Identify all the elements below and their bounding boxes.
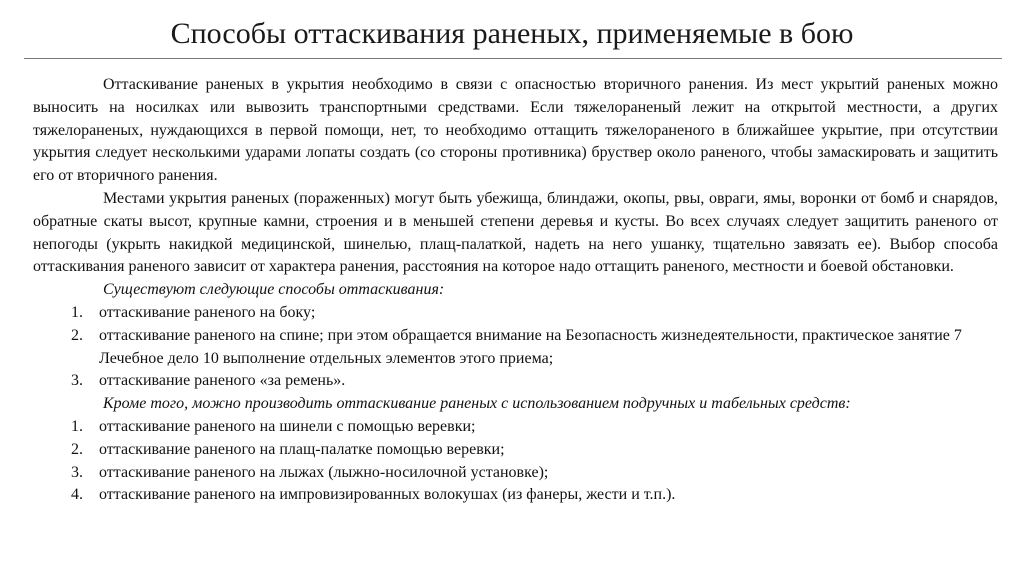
list-item-number: 3. (71, 372, 83, 390)
list-item (33, 416, 998, 439)
list-item (33, 302, 998, 325)
list-item-text: оттаскивание раненого на спине; при этом обращается внимание на Безопасность жизнедеятельности, практическое занятие 7 Лечебное дело 10 выполнение отдельных элементов этого приема; (99, 326, 962, 367)
list-item (33, 462, 998, 485)
improvised-methods-list (33, 416, 998, 507)
list-item-number: 3. (71, 463, 83, 481)
list-item-text: оттаскивание раненого на плащ-палатке помощью веревки; (99, 440, 505, 458)
list-item-text: оттаскивание раненого на импровизированных волокушах (из фанеры, жести и т.п.). (99, 486, 676, 504)
list-heading: Кроме того, можно производить оттаскивание раненых с использованием подручных и табельных средств: (103, 395, 851, 413)
paragraph: Местами укрытия раненых (пораженных) могут быть убежища, блиндажи, окопы, рвы, овраги, ямы, воронки от бомб и снарядов, обратные скаты высот, крупные камни, строения и в меньшей степени деревья и кусты. Во всех случаях следует защитить раненого от непогоды (укрыть накидкой медицинской, шинелью, плащ-палаткой, надеть на него ушанку, тщательно завязать ее). Выбор способа оттаскивания раненого зависит от характера ранения, расстояния на которое надо оттащить раненого, местности и боевой обстановки. (33, 189, 998, 276)
list-item (33, 484, 998, 507)
slide-title: Способы оттаскивания раненых, применяемые в бою (170, 17, 854, 50)
list-item-number: 1. (71, 417, 83, 435)
list-item-number: 1. (71, 303, 83, 321)
list-item-number: 4. (71, 486, 83, 504)
list-item-text: оттаскивание раненого на шинели с помощью веревки; (99, 417, 476, 435)
list-item-number: 2. (71, 440, 83, 458)
paragraph: Оттаскивание раненых в укрытия необходимо в связи с опасностью вторичного ранения. Из мест укрытий раненых можно выносить на носилках или вывозить транспортными средствами. Если тяжелораненый лежит на открытой местности, а других тяжелораненых, нуждающихся в первой помощи, нет, то необходимо оттащить тяжелораненого в ближайшее укрытие, при отсутствии укрытия следует несколькими ударами лопаты создать (со стороны противника) бруствер около раненого, чтобы замаскировать и защитить его от вторичного ранения. (33, 76, 998, 185)
list-item-text: оттаскивание раненого на боку; (99, 303, 316, 321)
methods-list (33, 302, 998, 393)
list-heading: Существуют следующие способы оттаскивания: (103, 281, 445, 299)
list-item (33, 325, 998, 371)
list-item-text: оттаскивание раненого «за ремень». (99, 372, 346, 390)
list-item-number: 2. (71, 326, 83, 344)
list-item-text: оттаскивание раненого на лыжах (лыжно-носилочной установке); (99, 463, 549, 481)
title-divider (24, 58, 1002, 59)
list-item (33, 439, 998, 462)
list-item (33, 370, 998, 393)
slide-body (33, 74, 998, 507)
